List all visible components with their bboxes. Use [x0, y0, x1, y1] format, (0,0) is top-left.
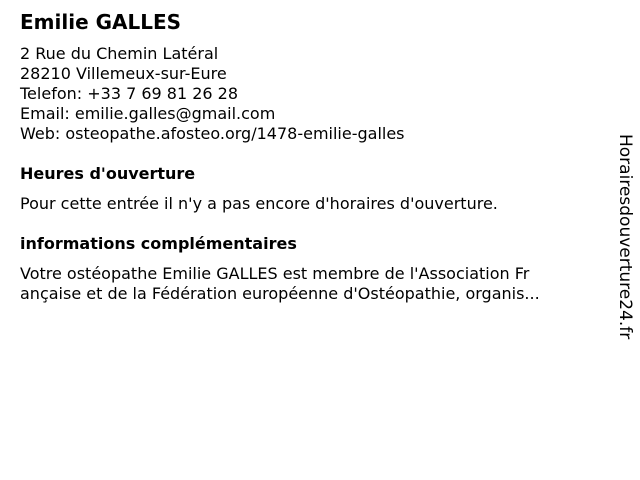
- entry-name: Emilie GALLES: [20, 10, 182, 34]
- address-street: 2 Rue du Chemin Latéral: [20, 44, 219, 63]
- additional-info-line: Votre ostéopathe Emilie GALLES est membre de l'Association Fr: [20, 264, 530, 283]
- additional-info-heading: informations complémentaires: [20, 234, 297, 253]
- address-city: 28210 Villemeux-sur-Eure: [20, 64, 227, 83]
- contact-block: [20, 44, 600, 144]
- opening-hours-heading: Heures d'ouverture: [20, 164, 196, 183]
- additional-info-text: [20, 264, 600, 304]
- email-address: Email: emilie.galles@gmail.com: [20, 104, 276, 123]
- entry-card: [20, 10, 600, 304]
- phone-number: Telefon: +33 7 69 81 26 28: [20, 84, 239, 103]
- opening-hours-text: Pour cette entrée il n'y a pas encore d'horaires d'ouverture.: [20, 194, 498, 213]
- site-brand-watermark: Horairesdouverture24.fr: [615, 134, 635, 340]
- additional-info-line: ançaise et de la Fédération européenne d'Ostéopathie, organis...: [20, 284, 540, 303]
- website-address: Web: osteopathe.afosteo.org/1478-emilie-galles: [20, 124, 405, 143]
